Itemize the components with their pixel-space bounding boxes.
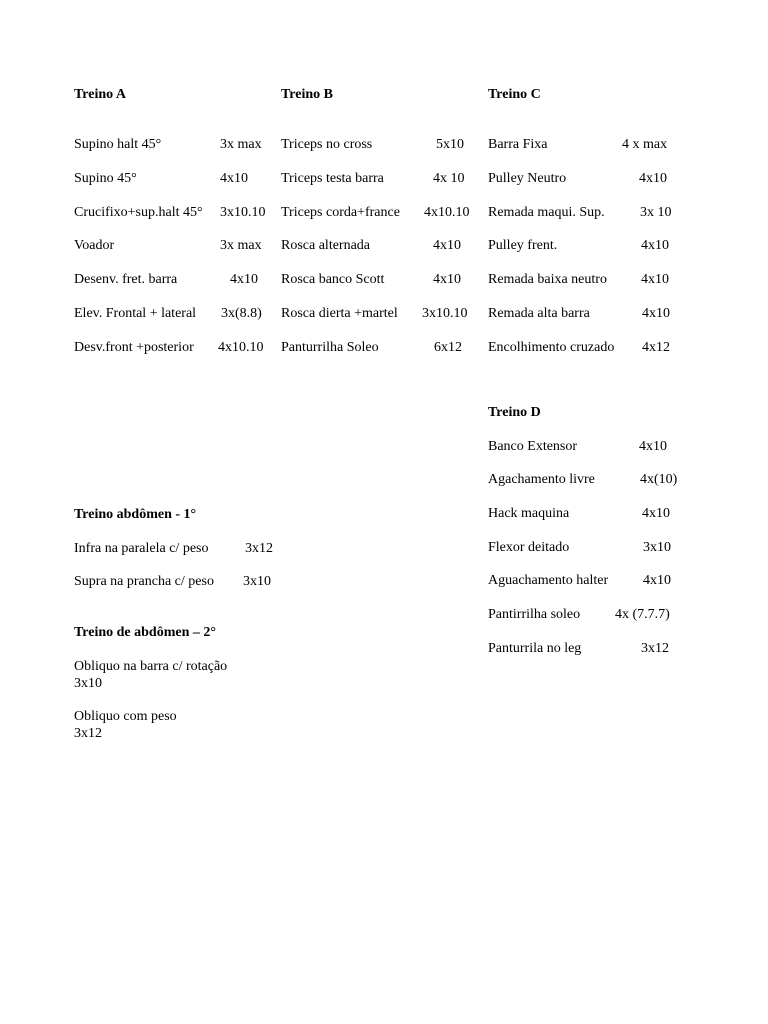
exercise-name: Banco Extensor [488, 439, 578, 454]
exercise-sets: 4x10.10 [218, 340, 264, 355]
exercise-sets: 3x10 [74, 676, 102, 691]
exercise-sets: 3x10.10 [422, 306, 468, 321]
exercise-sets: 4x10 [433, 238, 461, 253]
exercise-sets: 3x12 [641, 641, 669, 656]
treino-c-title: Treino C [488, 87, 541, 102]
exercise-sets: 4x10 [220, 171, 248, 186]
exercise-sets: 3x12 [245, 541, 273, 556]
exercise-name: Triceps testa barra [281, 171, 384, 186]
exercise-sets: 4x10 [643, 573, 671, 588]
exercise-name: Rosca alternada [281, 238, 371, 253]
abdomen-2-section [74, 624, 294, 754]
exercise-name: Hack maquina [488, 506, 570, 521]
exercise-name: Barra Fixa [488, 137, 548, 152]
exercise-name: Rosca dierta +martel [281, 306, 398, 321]
exercise-name: Obliquo com peso [74, 709, 177, 724]
exercise-name: Obliquo na barra c/ rotação [74, 659, 228, 674]
exercise-name: Elev. Frontal + lateral [74, 306, 197, 321]
exercise-name: Crucifixo+sup.halt 45° [74, 205, 203, 220]
exercise-name: Pantirrilha soleo [488, 607, 581, 622]
exercise-name: Infra na paralela c/ peso [74, 541, 209, 556]
exercise-name: Agachamento livre [488, 472, 595, 487]
treino-c-section [488, 86, 708, 366]
abdomen-1-section [74, 506, 294, 596]
exercise-name: Triceps no cross [281, 137, 373, 152]
exercise-name: Desv.front +posterior [74, 340, 194, 355]
exercise-name: Triceps corda+france [281, 205, 400, 220]
abdomen-1-title: Treino abdômen - 1° [74, 507, 197, 522]
exercise-sets: 3x max [220, 137, 262, 152]
exercise-name: Supra na prancha c/ peso [74, 574, 214, 589]
exercise-sets: 3x12 [74, 726, 102, 741]
exercise-sets: 3x 10 [640, 205, 672, 220]
exercise-sets: 4x10 [433, 272, 461, 287]
exercise-name: Desenv. fret. barra [74, 272, 178, 287]
exercise-sets: 4x10 [641, 238, 669, 253]
abdomen-2-title: Treino de abdômen – 2° [74, 625, 216, 640]
exercise-sets: 3x10 [643, 540, 671, 555]
exercise-name: Remada baixa neutro [488, 272, 607, 287]
exercise-sets: 6x12 [434, 340, 462, 355]
exercise-sets: 4x10.10 [424, 205, 470, 220]
exercise-sets: 4x(10) [640, 472, 678, 487]
treino-d-title: Treino D [488, 405, 541, 420]
exercise-name: Remada alta barra [488, 306, 590, 321]
exercise-entry [74, 708, 177, 742]
treino-a-section [74, 86, 274, 366]
exercise-name: Supino halt 45° [74, 137, 162, 152]
exercise-name: Panturrilha Soleo [281, 340, 379, 355]
exercise-sets: 4x10 [642, 306, 670, 321]
treino-b-title: Treino B [281, 87, 333, 102]
exercise-sets: 4x10 [642, 506, 670, 521]
exercise-sets: 4x12 [642, 340, 670, 355]
exercise-entry [74, 658, 227, 692]
exercise-name: Flexor deitado [488, 540, 570, 555]
exercise-name: Supino 45° [74, 171, 137, 186]
treino-b-section [281, 86, 481, 366]
exercise-sets: 4x (7.7.7) [615, 607, 670, 622]
exercise-sets: 3x(8.8) [221, 306, 262, 321]
exercise-sets: 4x10 [639, 439, 667, 454]
exercise-name: Voador [74, 238, 115, 253]
exercise-sets: 5x10 [436, 137, 464, 152]
treino-a-title: Treino A [74, 87, 126, 102]
treino-d-section [488, 404, 708, 664]
exercise-sets: 4x10 [230, 272, 258, 287]
exercise-sets: 4x10 [641, 272, 669, 287]
exercise-name: Pulley frent. [488, 238, 558, 253]
exercise-sets: 4 x max [622, 137, 668, 152]
exercise-sets: 3x10.10 [220, 205, 266, 220]
exercise-name: Aguachamento halter [488, 573, 609, 588]
exercise-sets: 3x10 [243, 574, 271, 589]
exercise-sets: 4x 10 [433, 171, 465, 186]
exercise-name: Panturrila no leg [488, 641, 582, 656]
exercise-sets: 4x10 [639, 171, 667, 186]
exercise-name: Rosca banco Scott [281, 272, 385, 287]
exercise-name: Remada maqui. Sup. [488, 205, 605, 220]
exercise-name: Pulley Neutro [488, 171, 567, 186]
exercise-sets: 3x max [220, 238, 262, 253]
exercise-name: Encolhimento cruzado [488, 340, 615, 355]
